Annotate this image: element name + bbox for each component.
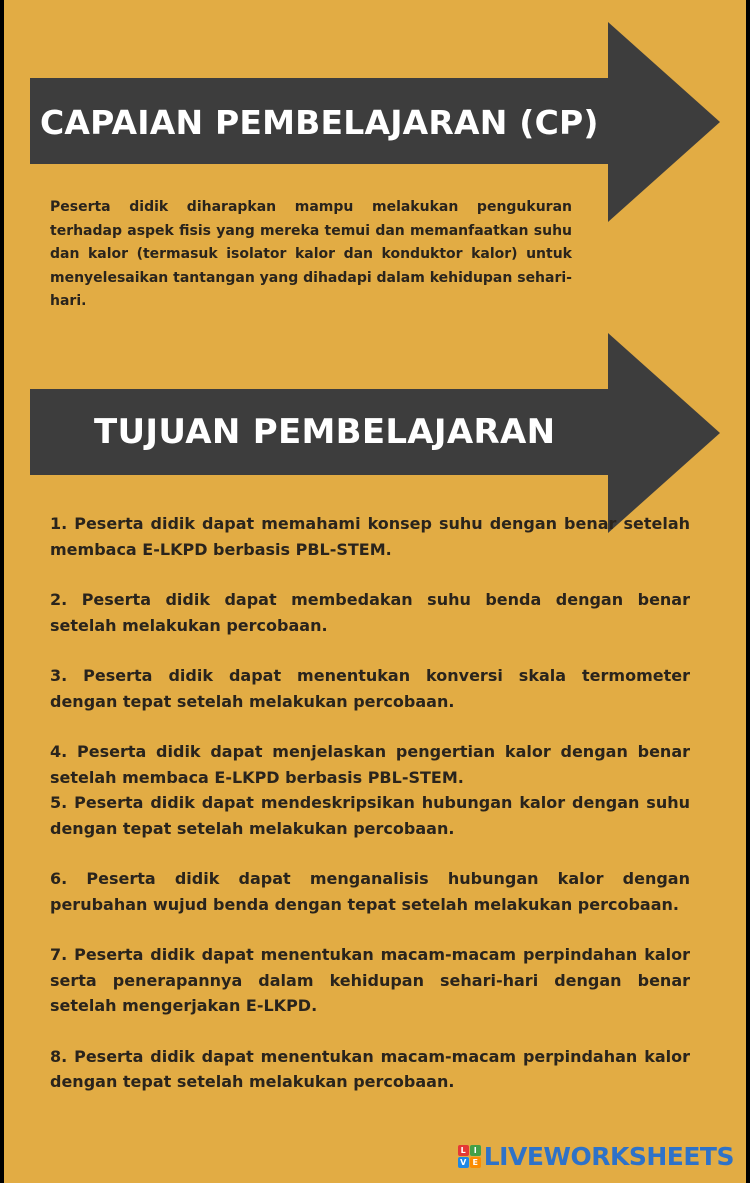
logo-tile: I	[470, 1145, 481, 1156]
objective-item: 5. Peserta didik dapat mendeskripsikan hubungan kalor dengan suhu dengan tepat setelah melakukan percobaan.	[50, 793, 690, 838]
objective-item: 6. Peserta didik dapat menganalisis hubungan kalor dengan perubahan wujud benda dengan tepat setelah melakukan percobaan.	[50, 869, 690, 914]
tujuan-title: TUJUAN PEMBELAJARAN	[94, 412, 556, 452]
objectives-list	[50, 511, 690, 1095]
capaian-title: CAPAIAN PEMBELAJARAN (CP)	[40, 103, 599, 142]
liveworksheets-logo-icon	[458, 1145, 481, 1168]
worksheet-page	[4, 0, 746, 1183]
objective-item: 3. Peserta didik dapat menentukan konversi skala termometer dengan tepat setelah melakukan percobaan.	[50, 666, 690, 711]
objective-item: 1. Peserta didik dapat memahami konsep suhu dengan benar setelah membaca E-LKPD berbasis PBL-STEM.	[50, 514, 690, 559]
brand-name: LIVEWORKSHEETS	[483, 1142, 734, 1171]
logo-tile: L	[458, 1145, 469, 1156]
logo-tile: E	[470, 1157, 481, 1168]
liveworksheets-brand[interactable]	[458, 1142, 734, 1171]
objective-item: 4. Peserta didik dapat menjelaskan pengertian kalor dengan benar setelah membaca E-LKPD berbasis PBL-STEM.	[50, 742, 690, 787]
tujuan-arrow-banner	[4, 333, 746, 533]
capaian-arrow-banner	[4, 22, 746, 222]
logo-tile: V	[458, 1157, 469, 1168]
capaian-description: Peserta didik diharapkan mampu melakukan pengukuran terhadap aspek fisis yang mereka temui dan memanfaatkan suhu dan kalor (termasuk isolator kalor dan konduktor kalor) untuk menyelesaikan tantangan yang dihadapi dalam kehidupan sehari-hari.	[50, 199, 572, 309]
objective-item: 2. Peserta didik dapat membedakan suhu benda dengan benar setelah melakukan percobaan.	[50, 590, 690, 635]
objective-item: 8. Peserta didik dapat menentukan macam-macam perpindahan kalor dengan tepat setelah melakukan percobaan.	[50, 1046, 690, 1091]
objective-item: 7. Peserta didik dapat menentukan macam-macam perpindahan kalor serta penerapannya dalam kehidupan sehari-hari dengan benar setelah mengerjakan E-LKPD.	[50, 945, 690, 1015]
